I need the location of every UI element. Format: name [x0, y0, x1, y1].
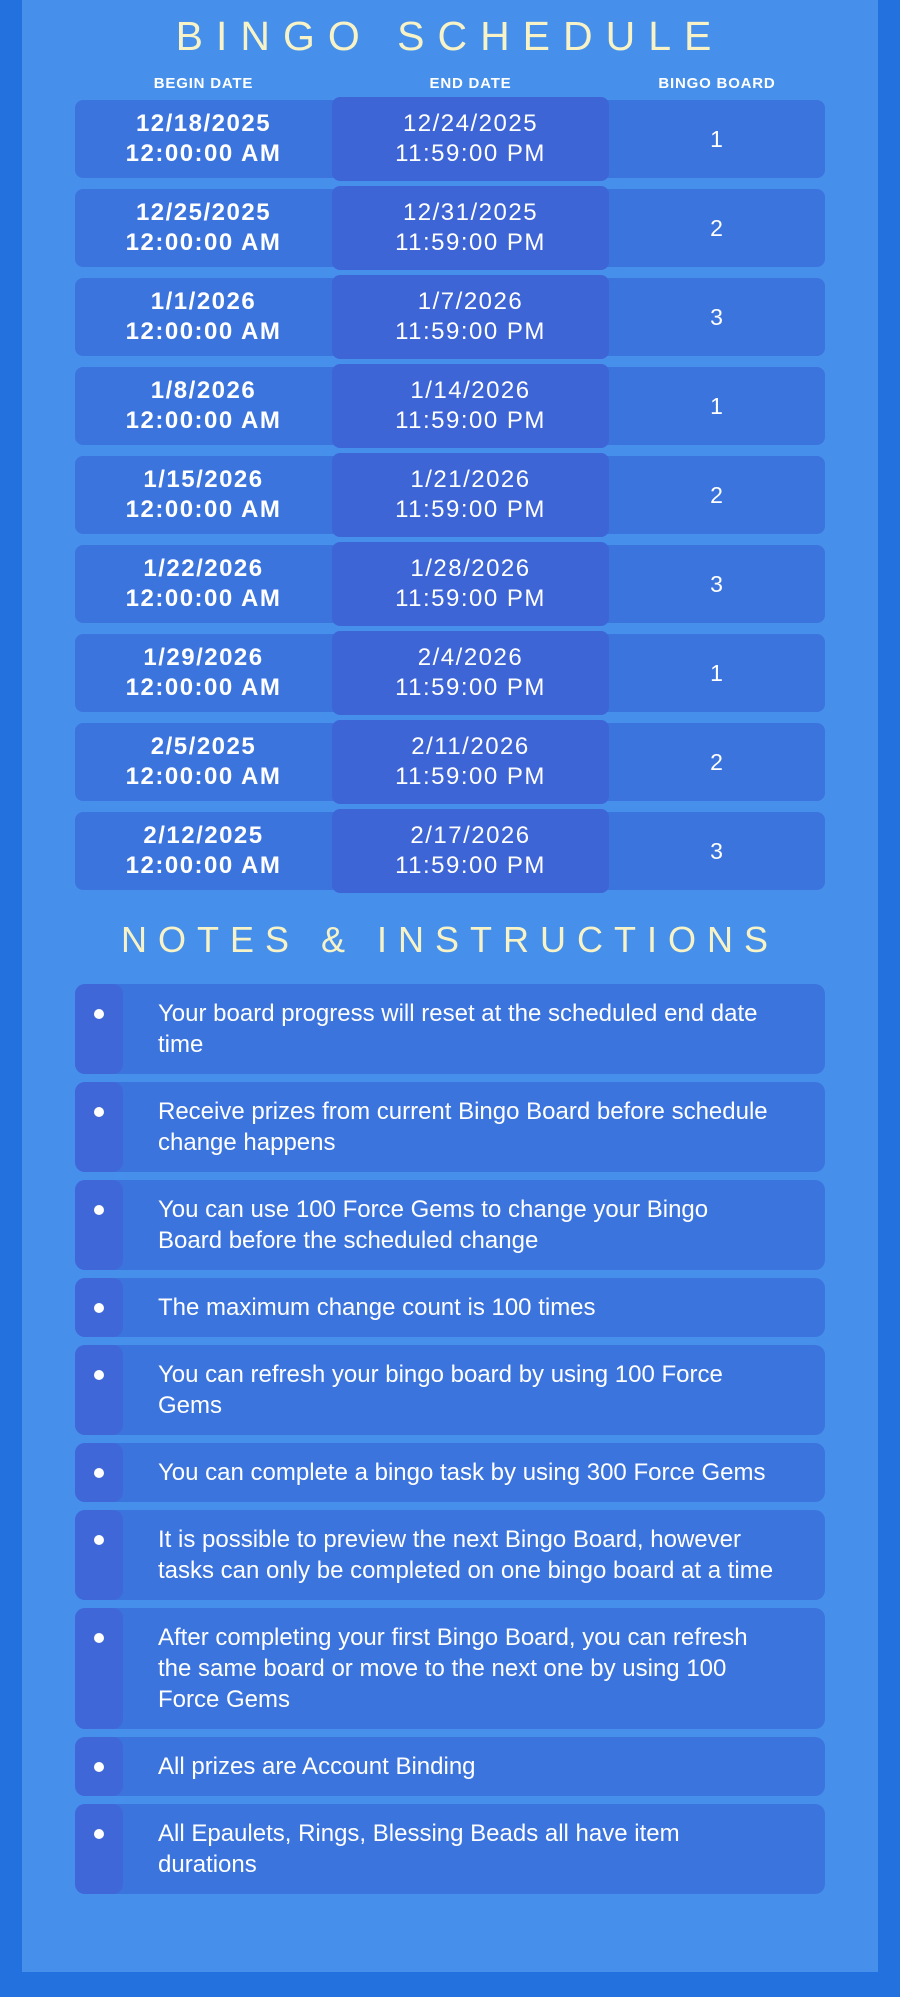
column-header-end-date: END DATE — [429, 75, 512, 92]
notes-title: NOTES & INSTRUCTIONS — [120, 919, 780, 960]
bingo-board-cell — [609, 215, 825, 242]
bullet-icon — [94, 1107, 104, 1117]
board-number-text: 3 — [710, 303, 724, 330]
bingo-board-cell — [609, 482, 825, 509]
table-row — [75, 189, 825, 267]
end-date-cell — [332, 720, 609, 804]
bingo-board-cell — [609, 304, 825, 331]
begin-date-text: 12/18/2025 — [135, 110, 272, 137]
end-date-text: 2/4/2026 — [417, 644, 524, 671]
note-text: Your board progress will reset at the scheduled end date time — [158, 1000, 758, 1058]
end-time-text: 11:59:00 PM — [395, 763, 546, 790]
board-number-text: 3 — [710, 570, 724, 597]
column-header-bingo-board: BINGO BOARD — [658, 75, 776, 92]
begin-time-text: 12:00:00 AM — [125, 496, 282, 523]
board-number-text: 3 — [710, 837, 724, 864]
end-date-cell — [332, 453, 609, 537]
bullet-icon — [94, 1468, 104, 1478]
begin-date-text: 1/29/2026 — [143, 644, 264, 671]
bingo-board-cell — [609, 393, 825, 420]
schedule-table — [75, 74, 825, 890]
bullet-icon — [94, 1009, 104, 1019]
begin-date-text: 12/25/2025 — [135, 199, 272, 226]
begin-date-cell — [75, 287, 332, 347]
begin-date-cell — [75, 109, 332, 169]
note-item — [75, 1804, 825, 1894]
board-number-text: 2 — [710, 748, 724, 775]
content-panel — [22, 0, 878, 1972]
note-text: Receive prizes from current Bingo Board before schedule change happens — [158, 1098, 768, 1156]
note-bullet-strip — [75, 1180, 123, 1270]
note-bullet-strip — [75, 1345, 123, 1435]
end-date-text: 1/21/2026 — [410, 466, 531, 493]
table-body — [75, 100, 825, 890]
note-item — [75, 1082, 825, 1172]
end-date-cell — [332, 631, 609, 715]
begin-time-text: 12:00:00 AM — [125, 674, 282, 701]
end-time-text: 11:59:00 PM — [395, 852, 546, 879]
note-bullet-strip — [75, 1804, 123, 1894]
note-text: After completing your first Bingo Board, you can refresh the same board or move to the next one by using 100 Force Gems — [158, 1624, 748, 1713]
end-date-text: 12/24/2025 — [402, 110, 539, 137]
begin-time-text: 12:00:00 AM — [125, 763, 282, 790]
end-date-text: 1/14/2026 — [410, 377, 531, 404]
table-row — [75, 812, 825, 890]
end-time-text: 11:59:00 PM — [395, 140, 546, 167]
begin-date-text: 1/22/2026 — [143, 555, 264, 582]
end-date-cell — [332, 275, 609, 359]
begin-time-text: 12:00:00 AM — [125, 318, 282, 345]
end-date-cell — [332, 186, 609, 270]
end-date-text: 2/11/2026 — [411, 733, 530, 760]
begin-date-cell — [75, 821, 332, 881]
notes-list — [75, 984, 825, 1894]
begin-date-cell — [75, 643, 332, 703]
begin-date-cell — [75, 198, 332, 258]
table-row — [75, 456, 825, 534]
note-item — [75, 1345, 825, 1435]
board-number-text: 1 — [710, 659, 724, 686]
end-time-text: 11:59:00 PM — [395, 407, 546, 434]
board-number-text: 1 — [710, 392, 724, 419]
bingo-board-cell — [609, 749, 825, 776]
table-row — [75, 723, 825, 801]
note-text: All Epaulets, Rings, Blessing Beads all have item durations — [158, 1820, 680, 1878]
bullet-icon — [94, 1535, 104, 1545]
table-header-row — [75, 74, 825, 93]
end-date-text: 1/7/2026 — [417, 288, 524, 315]
note-item — [75, 1443, 825, 1502]
bullet-icon — [94, 1829, 104, 1839]
end-time-text: 11:59:00 PM — [395, 585, 546, 612]
column-header-begin-date: BEGIN DATE — [153, 75, 254, 92]
end-date-text: 2/17/2026 — [410, 822, 531, 849]
end-time-text: 11:59:00 PM — [395, 496, 546, 523]
begin-date-text: 1/8/2026 — [150, 377, 257, 404]
note-text: The maximum change count is 100 times — [158, 1294, 596, 1321]
board-number-text: 2 — [710, 214, 724, 241]
end-date-cell — [332, 97, 609, 181]
end-date-cell — [332, 364, 609, 448]
note-item — [75, 1180, 825, 1270]
begin-date-text: 1/15/2026 — [143, 466, 264, 493]
note-bullet-strip — [75, 1608, 123, 1729]
note-item — [75, 1737, 825, 1796]
note-item — [75, 1510, 825, 1600]
end-date-text: 1/28/2026 — [410, 555, 531, 582]
begin-time-text: 12:00:00 AM — [125, 140, 282, 167]
end-date-text: 12/31/2025 — [402, 199, 539, 226]
page-title: BINGO SCHEDULE — [175, 13, 725, 59]
board-number-text: 2 — [710, 481, 724, 508]
begin-time-text: 12:00:00 AM — [125, 852, 282, 879]
end-date-cell — [332, 542, 609, 626]
bullet-icon — [94, 1303, 104, 1313]
begin-date-cell — [75, 376, 332, 436]
table-row — [75, 367, 825, 445]
note-text: It is possible to preview the next Bingo Board, however tasks can only be completed on one bingo board at a time — [158, 1526, 774, 1584]
note-text: You can refresh your bingo board by using 100 Force Gems — [158, 1361, 723, 1419]
bullet-icon — [94, 1762, 104, 1772]
note-bullet-strip — [75, 1510, 123, 1600]
begin-date-cell — [75, 732, 332, 792]
bingo-board-cell — [609, 126, 825, 153]
bullet-icon — [94, 1205, 104, 1215]
bingo-board-cell — [609, 571, 825, 598]
begin-date-cell — [75, 554, 332, 614]
bingo-board-cell — [609, 838, 825, 865]
begin-date-text: 2/5/2025 — [150, 733, 257, 760]
bingo-board-cell — [609, 660, 825, 687]
bullet-icon — [94, 1633, 104, 1643]
begin-time-text: 12:00:00 AM — [125, 229, 282, 256]
table-row — [75, 634, 825, 712]
end-date-cell — [332, 809, 609, 893]
begin-date-text: 2/12/2025 — [143, 822, 264, 849]
note-item — [75, 1278, 825, 1337]
begin-time-text: 12:00:00 AM — [125, 585, 282, 612]
end-time-text: 11:59:00 PM — [395, 318, 546, 345]
end-time-text: 11:59:00 PM — [395, 229, 546, 256]
begin-date-cell — [75, 465, 332, 525]
table-row — [75, 100, 825, 178]
begin-date-text: 1/1/2026 — [150, 288, 257, 315]
table-row — [75, 545, 825, 623]
begin-time-text: 12:00:00 AM — [125, 407, 282, 434]
table-row — [75, 278, 825, 356]
note-item — [75, 1608, 825, 1729]
note-bullet-strip — [75, 984, 123, 1074]
note-item — [75, 984, 825, 1074]
board-number-text: 1 — [710, 125, 724, 152]
note-bullet-strip — [75, 1082, 123, 1172]
note-text: You can use 100 Force Gems to change your Bingo Board before the scheduled change — [158, 1196, 709, 1254]
end-time-text: 11:59:00 PM — [395, 674, 546, 701]
bullet-icon — [94, 1370, 104, 1380]
note-text: All prizes are Account Binding — [158, 1753, 476, 1780]
note-text: You can complete a bingo task by using 300 Force Gems — [158, 1459, 766, 1486]
